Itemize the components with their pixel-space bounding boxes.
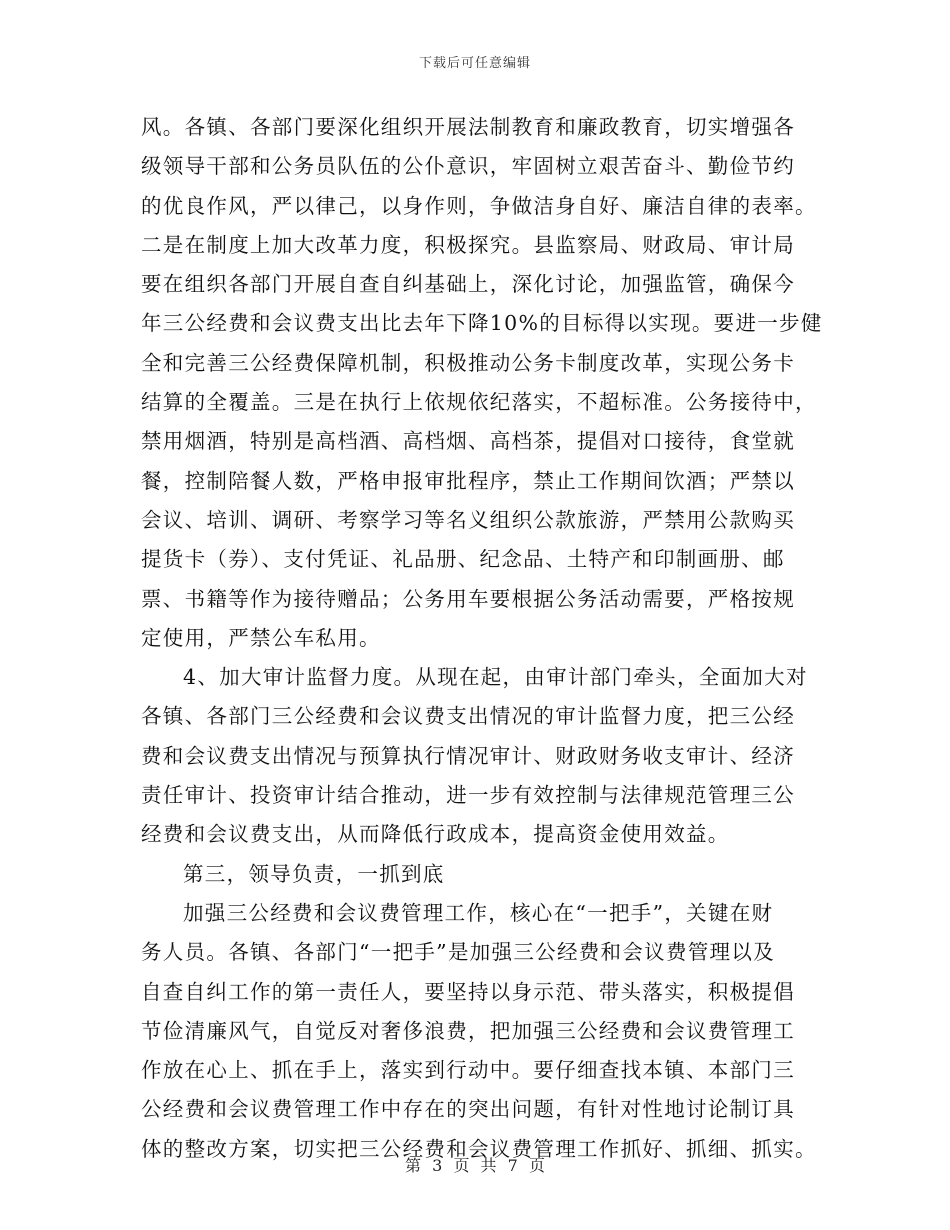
text-line: 二是在制度上加大改革力度，积极探究。县监察局、财政局、审计局: [141, 232, 795, 257]
total-pages-suffix: 页: [528, 1156, 545, 1175]
page-header: 下载后可任意编辑: [418, 56, 531, 71]
text-line: 自查自纠工作的第一责任人，要坚持以身示范、带头落实，积极提倡: [141, 979, 795, 1004]
text-line: 年三公经费和会议费支出比去年下降10%的目标得以实现。要进一步健: [141, 311, 823, 336]
text-line: 餐，控制陪餐人数，严格申报审批程序，禁止工作期间饮酒；严禁以: [141, 468, 795, 493]
text-line: 体的整改方案，切实把三公经费和会议费管理工作抓好、抓细、抓实。: [141, 1136, 817, 1161]
text-line: 第三，领导负责，一抓到底: [183, 861, 445, 886]
text-line: 要在组织各部门开展自查自纠基础上，深化讨论，加强监管，确保今: [141, 272, 795, 297]
text-line: 各镇、各部门三公经费和会议费支出情况的审计监督力度，把三公经: [141, 704, 795, 729]
text-line: 全和完善三公经费保障机制，积极推动公务卡制度改革，实现公务卡: [141, 350, 795, 375]
document-body: [141, 108, 823, 1169]
text-line: 定使用，严禁公车私用。: [141, 625, 381, 650]
total-pages-number: 7: [507, 1156, 518, 1175]
text-line: 的优良作风，严以律己，以身作则，争做洁身自好、廉洁自律的表率。: [141, 193, 817, 218]
text-line: 会议、培训、调研、考察学习等名义组织公款旅游，严禁用公款购买: [141, 507, 795, 532]
page-number-prefix: 第: [405, 1156, 422, 1175]
text-line: 结算的全覆盖。三是在执行上依规依纪落实，不超标准。公务接待中，: [141, 390, 817, 415]
total-pages-prefix: 共: [480, 1156, 497, 1175]
text-line: 费和会议费支出情况与预算执行情况审计、财政财务收支审计、经济: [141, 743, 795, 768]
text-line: 禁用烟酒，特别是高档酒、高档烟、高档茶，提倡对口接待，食堂就: [141, 429, 795, 454]
text-line: 务人员。各镇、各部门“一把手”是加强三公经费和会议费管理以及: [141, 940, 775, 965]
page-number-suffix: 页: [453, 1156, 470, 1175]
text-line: 票、书籍等作为接待赠品；公务用车要根据公务活动需要，严格按规: [141, 586, 795, 611]
text-line: 提货卡（券）、支付凭证、礼品册、纪念品、土特产和印制画册、邮: [141, 547, 785, 572]
text-line: 4、加大审计监督力度。从现在起，由审计部门牵头，全面加大对: [183, 665, 808, 690]
text-line: 级领导干部和公务员队伍的公仆意识，牢固树立艰苦奋斗、勤俭节约: [141, 154, 795, 179]
text-line: 风。各镇、各部门要深化组织开展法制教育和廉政教育，切实增强各: [141, 115, 795, 139]
page-footer: [0, 1153, 950, 1176]
text-line: 公经费和会议费管理工作中存在的突出问题，有针对性地讨论制订具: [141, 1097, 795, 1122]
current-page-number: 3: [432, 1156, 443, 1175]
text-line: 责任审计、投资审计结合推动，进一步有效控制与法律规范管理三公: [141, 783, 795, 808]
text-line: 节俭清廉风气，自觉反对奢侈浪费，把加强三公经费和会议费管理工: [141, 1018, 795, 1043]
text-line: 加强三公经费和会议费管理工作，核心在“一把手”，关键在财: [183, 900, 774, 925]
text-line: 作放在心上、抓在手上，落实到行动中。要仔细查找本镇、本部门三: [141, 1058, 795, 1083]
text-line: 经费和会议费支出，从而降低行政成本，提高资金使用效益。: [141, 822, 730, 847]
